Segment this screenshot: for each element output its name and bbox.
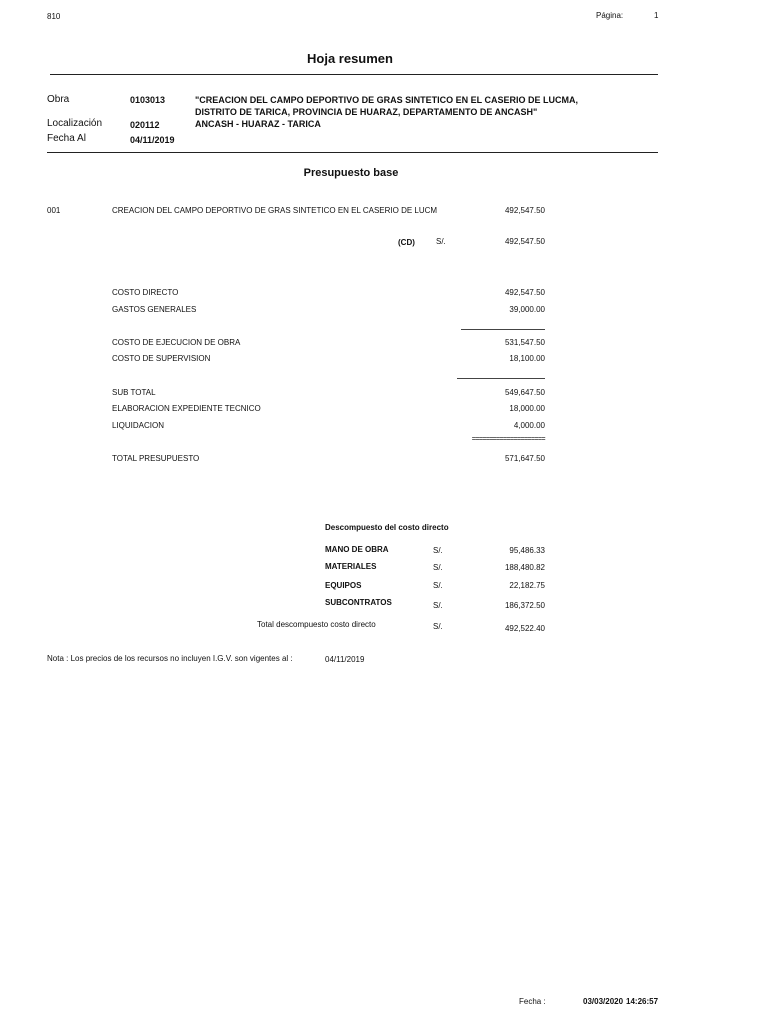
cd-label: (CD) [398, 238, 415, 247]
obra-name-line2: DISTRITO DE TARICA, PROVINCIA DE HUARAZ, DEPARTAMENTO DE ANCASH" [195, 107, 538, 117]
liquidacion-value: 4,000.00 [513, 421, 545, 430]
cd-amount: 492,547.50 [504, 237, 545, 246]
total-equals-rule: ===================== [471, 436, 545, 443]
supervision-value: 18,100.00 [509, 354, 545, 363]
localizacion-name: ANCASH - HUARAZ - TARICA [195, 119, 321, 129]
fecha-value: 04/11/2019 [130, 135, 175, 145]
obra-name-line1: "CREACION DEL CAMPO DEPORTIVO DE GRAS SINTETICO EN EL CASERIO DE LUCMA, [195, 95, 578, 105]
note-date: 04/11/2019 [325, 655, 365, 664]
expediente-value: 18,000.00 [509, 404, 545, 413]
note-text: Nota : Los precios de los recursos no incluyen I.G.V. son vigentes al : [47, 654, 293, 663]
total-value: 571,647.50 [504, 454, 545, 463]
page-label: Página: [596, 11, 624, 20]
supervision-label: COSTO DE SUPERVISION [112, 354, 211, 363]
localizacion-label: Localización [47, 118, 103, 129]
costo-directo-label: COSTO DIRECTO [112, 288, 179, 297]
footer-time: 14:26:57 [626, 997, 659, 1006]
breakdown-row-label: EQUIPOS [325, 581, 362, 590]
item-code: 001 [47, 206, 61, 215]
breakdown-row-currency: S/. [433, 601, 443, 610]
costo-directo-value: 492,547.50 [504, 288, 545, 297]
info-divider [47, 152, 658, 153]
ejecucion-label: COSTO DE EJECUCION DE OBRA [112, 338, 241, 347]
breakdown-row-label: MANO DE OBRA [325, 545, 389, 554]
breakdown-row-currency: S/. [433, 563, 443, 572]
breakdown-row-currency: S/. [433, 546, 443, 555]
item-amount: 492,547.50 [504, 206, 545, 215]
gastos-generales-label: GASTOS GENERALES [112, 305, 197, 314]
footer-date: 03/03/2020 [583, 997, 624, 1006]
breakdown-row-label: SUBCONTRATOS [325, 598, 392, 607]
obra-label: Obra [47, 94, 70, 105]
footer-fecha-label: Fecha : [519, 997, 546, 1006]
breakdown-total-label: Total descompuesto costo directo [257, 620, 376, 629]
breakdown-row-label: MATERIALES [325, 562, 377, 571]
budget-title: Presupuesto base [303, 167, 399, 179]
subtotal-rule-2 [457, 378, 545, 379]
breakdown-title: Descompuesto del costo directo [325, 523, 449, 532]
cd-currency: S/. [436, 237, 446, 246]
total-label: TOTAL PRESUPUESTO [112, 454, 200, 463]
breakdown-total-value: 492,522.40 [504, 624, 545, 633]
ejecucion-value: 531,547.50 [504, 338, 545, 347]
page-title: Hoja resumen [307, 51, 393, 66]
item-description: CREACION DEL CAMPO DEPORTIVO DE GRAS SINTETICO EN EL CASERIO DE LUCM [112, 206, 438, 215]
expediente-label: ELABORACION EXPEDIENTE TECNICO [112, 404, 261, 413]
breakdown-row-value: 95,486.33 [509, 546, 545, 555]
page-number: 1 [654, 11, 659, 20]
gastos-generales-value: 39,000.00 [509, 305, 545, 314]
title-divider [50, 74, 658, 75]
breakdown-row-value: 186,372.50 [504, 601, 545, 610]
localizacion-code: 020112 [130, 120, 160, 130]
breakdown-total-currency: S/. [433, 622, 443, 631]
breakdown-row-value: 22,182.75 [509, 581, 545, 590]
subtotal-label: SUB TOTAL [112, 388, 156, 397]
breakdown-row-currency: S/. [433, 581, 443, 590]
subtotal-rule-1 [461, 329, 545, 330]
breakdown-row-value: 188,480.82 [504, 563, 545, 572]
obra-code: 0103013 [130, 95, 166, 105]
fecha-label: Fecha Al [47, 133, 86, 144]
liquidacion-label: LIQUIDACION [112, 421, 165, 430]
subtotal-value: 549,647.50 [504, 388, 545, 397]
document-code: 810 [47, 12, 61, 21]
